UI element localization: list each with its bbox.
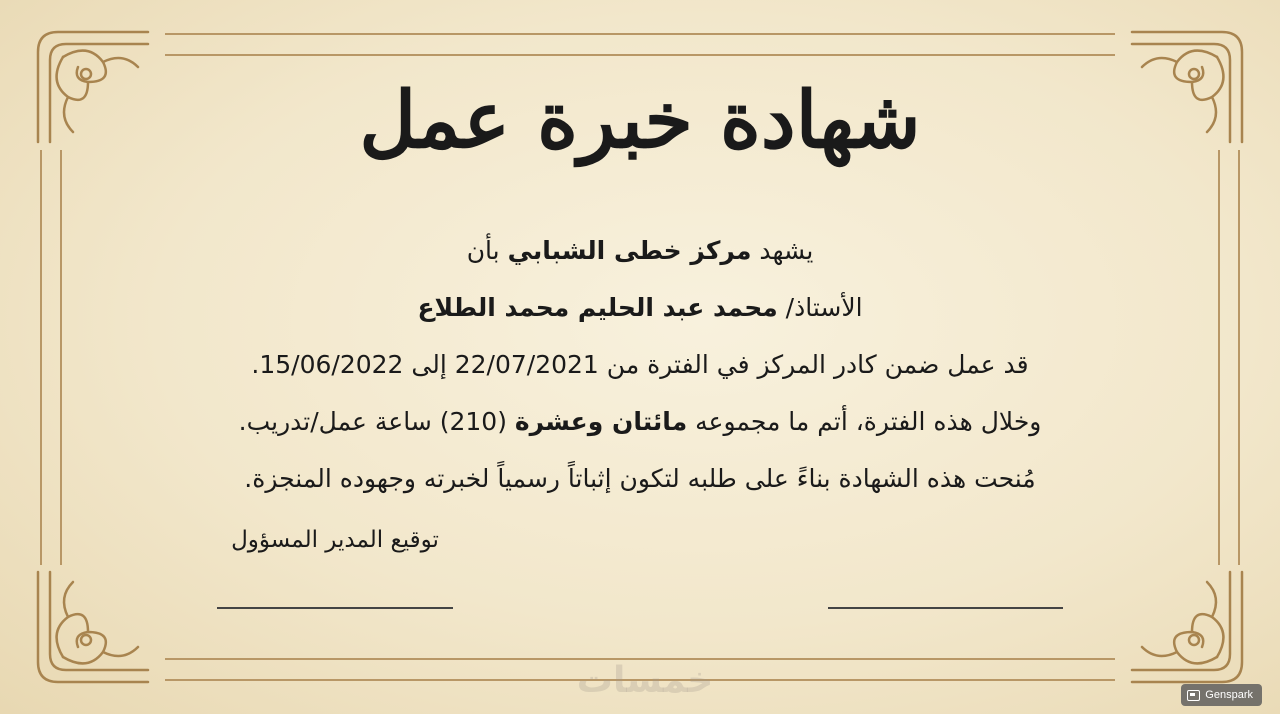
watermark-logo: خمسات xyxy=(576,660,714,701)
signature-line-left xyxy=(217,607,453,609)
organization-name: مركز خطى الشبابي xyxy=(507,236,752,265)
genspark-badge[interactable] xyxy=(1181,684,1262,706)
signature-label: توقيع المدير المسؤول xyxy=(231,527,439,553)
attest-suffix: بأن xyxy=(466,236,508,265)
certificate-body xyxy=(200,222,1080,507)
recipient-name: محمد عبد الحليم محمد الطلاع xyxy=(417,293,778,322)
frame-left-inner xyxy=(60,150,62,565)
corner-ornament-bottom-left xyxy=(28,562,158,692)
signature-line-right xyxy=(828,607,1063,609)
hours-line xyxy=(200,393,1080,450)
frame-left-outer xyxy=(40,150,42,565)
recipient-title: الأستاذ/ xyxy=(777,293,863,322)
hours-prefix: وخلال هذه الفترة، أتم ما مجموعه xyxy=(687,407,1042,436)
attest-prefix: يشهد xyxy=(751,236,814,265)
frame-right-outer xyxy=(1238,150,1240,565)
frame-top-inner xyxy=(165,54,1115,56)
frame-top-outer xyxy=(165,33,1115,35)
corner-ornament-bottom-right xyxy=(1122,562,1252,692)
recipient-line xyxy=(200,279,1080,336)
certificate-title: شهادة خبرة عمل xyxy=(359,75,921,166)
purpose-line: مُنحت هذه الشهادة بناءً على طلبه لتكون إثباتاً رسمياً لخبرته وجهوده المنجزة. xyxy=(244,464,1036,493)
hours-words: مائتان وعشرة xyxy=(514,407,688,436)
hours-suffix: (210) ساعة عمل/تدريب. xyxy=(238,407,515,436)
period-line: قد عمل ضمن كادر المركز في الفترة من 22/07/2021 إلى 15/06/2022. xyxy=(251,350,1029,379)
frame-right-inner xyxy=(1218,150,1220,565)
genspark-icon xyxy=(1187,690,1200,701)
genspark-label: Genspark xyxy=(1205,689,1253,701)
attest-line xyxy=(200,222,1080,279)
